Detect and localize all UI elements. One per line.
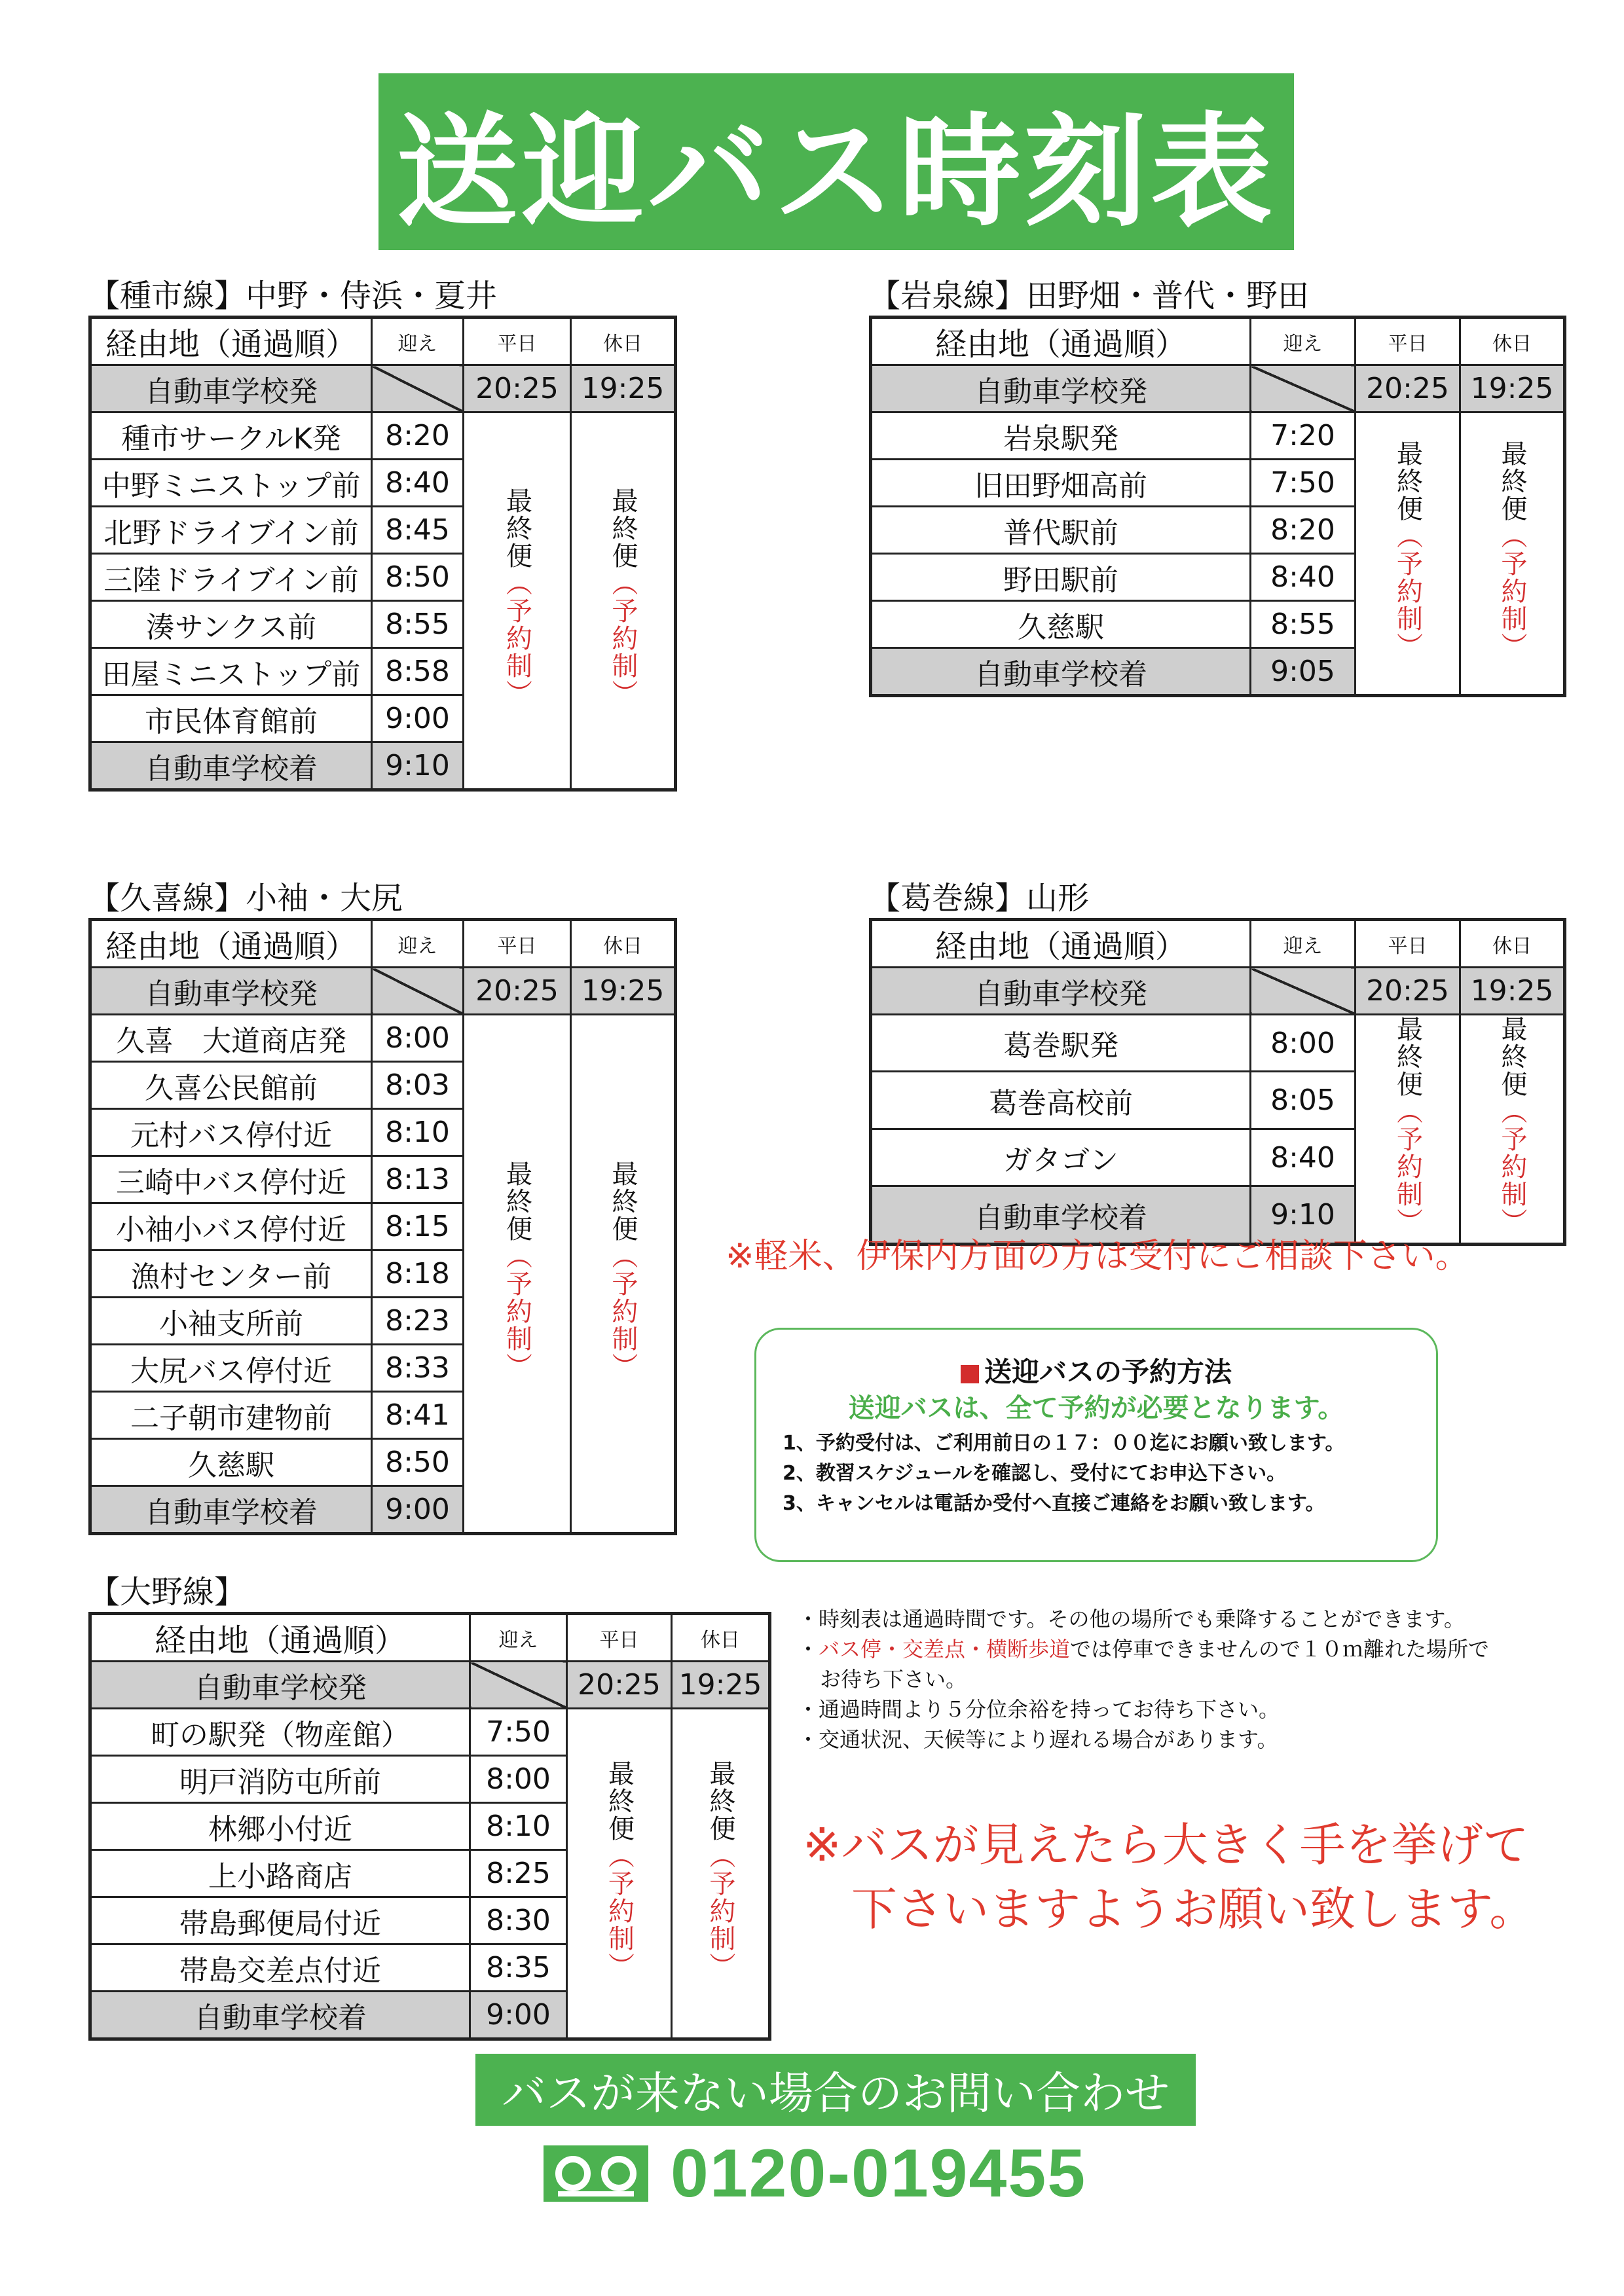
- stop-time: 8:20: [1251, 507, 1356, 554]
- route-title: 【葛巻線】山形: [869, 880, 1090, 917]
- header-weekday: 平日: [1356, 318, 1460, 365]
- diagonal-cell: [1251, 968, 1356, 1015]
- stop-place: 田屋ミニストップ前: [90, 648, 372, 695]
- reservation-title: 送迎バスの予約方法: [756, 1351, 1436, 1390]
- wave-note-line-2: 下さいますようお願い致します。: [851, 1882, 1536, 1936]
- weekday-note-cell: [464, 1015, 571, 1534]
- header-weekday: 平日: [1356, 920, 1460, 968]
- stop-place: 市民体育館前: [90, 695, 372, 742]
- header-holiday: 休日: [672, 1614, 770, 1662]
- stop-place: 久喜公民館前: [90, 1062, 372, 1109]
- stop-time: 8:00: [1251, 1015, 1356, 1072]
- stop-place: 久慈駅: [90, 1439, 372, 1486]
- stop-place: 湊サンクス前: [90, 601, 372, 648]
- karumai-note: ※軽米、伊保内方面の方は受付にご相談下さい。: [726, 1237, 1469, 1276]
- diagonal-cell: [470, 1662, 567, 1709]
- stop-time: 8:00: [470, 1756, 567, 1803]
- info-line-2-cont: お待ち下さい。: [820, 1667, 967, 1692]
- holiday-note-cell: [571, 1015, 676, 1534]
- arrive-place: 自動車学校着: [871, 1186, 1251, 1245]
- holiday-note-cell: [571, 412, 676, 790]
- info-line-2-red: バス停・交差点・横断歩道: [819, 1637, 1071, 1662]
- stop-time: 8:10: [470, 1803, 567, 1850]
- stop-time: 8:05: [1251, 1072, 1356, 1129]
- stop-time: 8:40: [1251, 1129, 1356, 1186]
- stop-time: 8:15: [372, 1203, 464, 1250]
- stop-time: 8:18: [372, 1250, 464, 1298]
- arrive-time: 9:10: [372, 742, 464, 790]
- header-holiday: 休日: [1460, 318, 1565, 365]
- stop-time: 9:00: [372, 695, 464, 742]
- phone-row: [544, 2134, 1086, 2213]
- table-row: [90, 1709, 770, 1756]
- reservation-step: 1、予約受付は、ご利用前日の１７：００迄にお願い致します。: [783, 1432, 1345, 1455]
- page-title: 送迎バス時刻表: [378, 73, 1294, 250]
- stop-time: 8:35: [470, 1944, 567, 1992]
- stop-place: 三崎中バス停付近: [90, 1156, 372, 1203]
- arrive-time: 9:05: [1251, 648, 1356, 696]
- stop-time: 8:41: [372, 1392, 464, 1439]
- stop-time: 8:00: [372, 1015, 464, 1062]
- wave-note-line-1: ※バスが見えたら大きく手を挙げて: [803, 1818, 1529, 1872]
- table-row: [90, 412, 676, 460]
- holiday-note-cell: [1460, 412, 1565, 696]
- header-place: 経由地（通過順）: [90, 1614, 470, 1662]
- stop-place: 元村バス停付近: [90, 1109, 372, 1156]
- stop-place: 野田駅前: [871, 554, 1251, 601]
- arrive-time: 9:00: [470, 1992, 567, 2039]
- last-bus-note: 最終便（予約制）: [1497, 1015, 1527, 1235]
- timetable: [88, 316, 677, 792]
- info-line-3: ・通過時間より５分位余裕を持ってお待ち下さい。: [798, 1697, 1280, 1722]
- free-dial-icon: [544, 2145, 648, 2202]
- weekday-note-cell: [1356, 1015, 1460, 1245]
- reservation-subtitle: 送迎バスは、全て予約が必要となります。: [848, 1393, 1344, 1423]
- table-row: [90, 1015, 676, 1062]
- header-pickup: 迎え: [470, 1614, 567, 1662]
- stop-time: 7:20: [1251, 412, 1356, 460]
- depart-weekday: 20:25: [1356, 968, 1460, 1015]
- depart-holiday: 19:25: [571, 365, 676, 412]
- last-bus-note: 最終便（予約制）: [1497, 440, 1527, 660]
- route-title: 【久喜線】小袖・大尻: [88, 880, 403, 917]
- last-bus-note: 最終便（予約制）: [608, 487, 638, 707]
- stop-time: 8:55: [1251, 601, 1356, 648]
- stop-time: 8:50: [372, 1439, 464, 1486]
- stop-time: 8:10: [372, 1109, 464, 1156]
- stop-place: 上小路商店: [90, 1850, 470, 1897]
- header-place: 経由地（通過順）: [90, 920, 372, 968]
- depart-place: 自動車学校発: [90, 1662, 470, 1709]
- timetable: [869, 316, 1566, 697]
- header-weekday: 平日: [464, 318, 571, 365]
- stop-place: 明戸消防屯所前: [90, 1756, 470, 1803]
- depart-weekday: 20:25: [567, 1662, 672, 1709]
- stop-place: ガタゴン: [871, 1129, 1251, 1186]
- header-place: 経由地（通過順）: [871, 318, 1251, 365]
- stop-place: 二子朝市建物前: [90, 1392, 372, 1439]
- timetable: [869, 918, 1566, 1246]
- depart-holiday: 19:25: [1460, 365, 1565, 412]
- route-title: 【岩泉線】田野畑・普代・野田: [869, 278, 1310, 314]
- stop-place: 葛巻高校前: [871, 1072, 1251, 1129]
- stop-place: 帯島郵便局付近: [90, 1897, 470, 1944]
- arrive-place: 自動車学校着: [871, 648, 1251, 696]
- stop-place: 帯島交差点付近: [90, 1944, 470, 1992]
- header-weekday: 平日: [567, 1614, 672, 1662]
- stop-place: 久喜 大道商店発: [90, 1015, 372, 1062]
- route-title: 【大野線】: [88, 1574, 246, 1611]
- stop-place: 町の駅発（物産館）: [90, 1709, 470, 1756]
- arrive-place: 自動車学校着: [90, 742, 372, 790]
- square-icon: [961, 1365, 979, 1383]
- header-holiday: 休日: [1460, 920, 1565, 968]
- depart-place: 自動車学校発: [871, 968, 1251, 1015]
- weekday-note-cell: [567, 1709, 672, 2039]
- stop-place: 小袖支所前: [90, 1298, 372, 1345]
- route-iwaizumi: [869, 276, 1566, 697]
- header-pickup: 迎え: [1251, 920, 1356, 968]
- arrive-place: 自動車学校着: [90, 1486, 372, 1534]
- arrive-time: 9:10: [1251, 1186, 1356, 1245]
- stop-time: 7:50: [470, 1709, 567, 1756]
- stop-time: 8:25: [470, 1850, 567, 1897]
- arrive-time: 9:00: [372, 1486, 464, 1534]
- route-title: 【種市線】中野・侍浜・夏井: [88, 278, 498, 314]
- weekday-note-cell: [1356, 412, 1460, 696]
- depart-place: 自動車学校発: [871, 365, 1251, 412]
- route-tanechi: [88, 276, 677, 792]
- stop-place: 久慈駅: [871, 601, 1251, 648]
- header-pickup: 迎え: [1251, 318, 1356, 365]
- last-bus-note: 最終便（予約制）: [502, 487, 532, 707]
- last-bus-note: 最終便（予約制）: [608, 1160, 638, 1380]
- depart-holiday: 19:25: [672, 1662, 770, 1709]
- stop-place: 普代駅前: [871, 507, 1251, 554]
- depart-weekday: 20:25: [464, 968, 571, 1015]
- depart-holiday: 19:25: [571, 968, 676, 1015]
- stop-time: 8:50: [372, 554, 464, 601]
- header-pickup: 迎え: [372, 318, 464, 365]
- depart-place: 自動車学校発: [90, 365, 372, 412]
- timetable: [88, 918, 677, 1535]
- stop-time: 8:20: [372, 412, 464, 460]
- stop-place: 中野ミニストップ前: [90, 460, 372, 507]
- stop-time: 7:50: [1251, 460, 1356, 507]
- header-place: 経由地（通過順）: [90, 318, 372, 365]
- header-weekday: 平日: [464, 920, 571, 968]
- stop-place: 小袖小バス停付近: [90, 1203, 372, 1250]
- stop-place: 林郷小付近: [90, 1803, 470, 1850]
- diagonal-cell: [372, 365, 464, 412]
- stop-time: 8:40: [1251, 554, 1356, 601]
- stop-place: 岩泉駅発: [871, 412, 1251, 460]
- diagonal-cell: [372, 968, 464, 1015]
- depart-place: 自動車学校発: [90, 968, 372, 1015]
- stop-place: 北野ドライブイン前: [90, 507, 372, 554]
- phone-number[interactable]: 0120-019455: [671, 2135, 1087, 2212]
- reservation-step: 2、教習スケジュールを確認し、受付にてお申込下さい。: [783, 1462, 1287, 1485]
- reservation-step: 3、キャンセルは電話か受付へ直接ご連絡をお願い致します。: [783, 1492, 1325, 1515]
- route-kuzumaki: [869, 879, 1566, 1246]
- header-holiday: 休日: [571, 318, 676, 365]
- last-bus-note: 最終便（予約制）: [1392, 1015, 1423, 1235]
- header-pickup: 迎え: [372, 920, 464, 968]
- stop-place: 葛巻駅発: [871, 1015, 1251, 1072]
- last-bus-note: 最終便（予約制）: [1392, 440, 1423, 660]
- info-line-2: ・バス停・交差点・横断歩道では停車できませんので１０ｍ離れた場所で: [798, 1637, 1490, 1662]
- stop-time: 8:45: [372, 507, 464, 554]
- stop-place: 大尻バス停付近: [90, 1345, 372, 1392]
- depart-holiday: 19:25: [1460, 968, 1565, 1015]
- route-kuki: [88, 879, 677, 1535]
- reservation-box: [754, 1328, 1438, 1562]
- stop-place: 旧田野畑高前: [871, 460, 1251, 507]
- stop-time: 8:13: [372, 1156, 464, 1203]
- info-line-4: ・交通状況、天候等により遅れる場合があります。: [798, 1727, 1278, 1752]
- last-bus-note: 最終便（予約制）: [705, 1760, 735, 1980]
- depart-weekday: 20:25: [1356, 365, 1460, 412]
- stop-time: 8:55: [372, 601, 464, 648]
- stop-time: 8:03: [372, 1062, 464, 1109]
- last-bus-note: 最終便（予約制）: [502, 1160, 532, 1380]
- stop-time: 8:58: [372, 648, 464, 695]
- holiday-note-cell: [1460, 1015, 1565, 1245]
- route-ono: [88, 1573, 771, 2041]
- depart-weekday: 20:25: [464, 365, 571, 412]
- arrive-place: 自動車学校着: [90, 1992, 470, 2039]
- timetable: [88, 1612, 771, 2041]
- last-bus-note: 最終便（予約制）: [604, 1760, 635, 1980]
- table-row: [871, 1015, 1565, 1072]
- stop-place: 三陸ドライブイン前: [90, 554, 372, 601]
- header-holiday: 休日: [571, 920, 676, 968]
- stop-time: 8:33: [372, 1345, 464, 1392]
- diagonal-cell: [1251, 365, 1356, 412]
- weekday-note-cell: [464, 412, 571, 790]
- contact-label: バスが来ない場合のお問い合わせ: [475, 2054, 1196, 2126]
- stop-time: 8:40: [372, 460, 464, 507]
- info-line-1: ・時刻表は通過時間です。その他の場所でも乗降することができます。: [798, 1607, 1465, 1631]
- stop-time: 8:23: [372, 1298, 464, 1345]
- holiday-note-cell: [672, 1709, 770, 2039]
- stop-place: 漁村センター前: [90, 1250, 372, 1298]
- table-row: [871, 412, 1565, 460]
- stop-time: 8:30: [470, 1897, 567, 1944]
- stop-place: 種市サークルK発: [90, 412, 372, 460]
- header-place: 経由地（通過順）: [871, 920, 1251, 968]
